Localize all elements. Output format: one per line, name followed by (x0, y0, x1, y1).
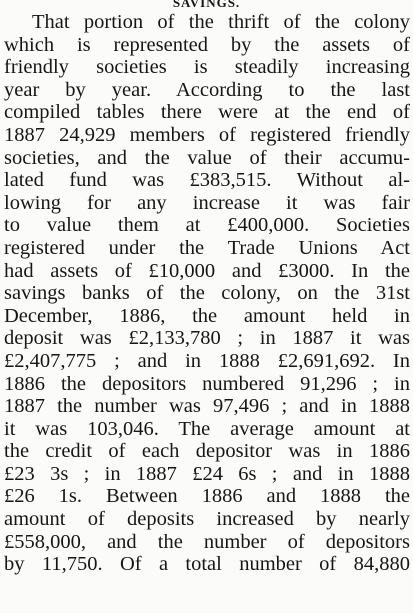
article-line: by 11,750. Of a total number of 84,880 (4, 553, 410, 576)
article-line: the credit of each depositor was in 1886 (4, 440, 410, 463)
article-line: £558,000, and the number of depositors (4, 530, 410, 553)
article-line: to value them at £400,000. Societies (4, 214, 410, 237)
article-line: December, 1886, the amount held in (4, 304, 410, 327)
article-heading: SAVINGS. (172, 0, 241, 10)
article-line: savings banks of the colony, on the 31st (4, 282, 410, 305)
article-line: compiled tables there were at the end of (4, 101, 410, 124)
article-line: £2,407,775 ; and in 1888 £2,691,692. In (4, 349, 410, 372)
article-line: £26 1s. Between 1886 and 1888 the (4, 485, 410, 508)
article-body (4, 11, 410, 576)
article-line: which is represented by the assets of (4, 33, 410, 56)
article-line: had assets of £10,000 and £3000. In the (4, 259, 410, 282)
article-line: lowing for any increase it was fair (4, 191, 410, 214)
article-line: deposit was £2,133,780 ; in 1887 it was (4, 327, 410, 350)
article-line: registered under the Trade Unions Act (4, 236, 410, 259)
article-line: it was 103,046. The average amount at (4, 417, 410, 440)
article-line: 1887 24,929 members of registered friendly (4, 123, 410, 146)
article-line: year by year. According to the last (4, 78, 410, 101)
article-line: That portion of the thrift of the colony (32, 11, 410, 33)
article-line: amount of deposits increased by nearly (4, 508, 410, 531)
article-line: friendly societies is steadily increasing (4, 56, 410, 79)
article-line: lated fund was £383,515. Without al- (4, 169, 410, 192)
article-line: societies, and the value of their accumu- (4, 146, 410, 169)
article-line: £23 3s ; in 1887 £24 6s ; and in 1888 (4, 462, 410, 485)
article-line: 1887 the number was 97,496 ; and in 1888 (4, 395, 410, 418)
article-line: 1886 the depositors numbered 91,296 ; in (4, 372, 410, 395)
